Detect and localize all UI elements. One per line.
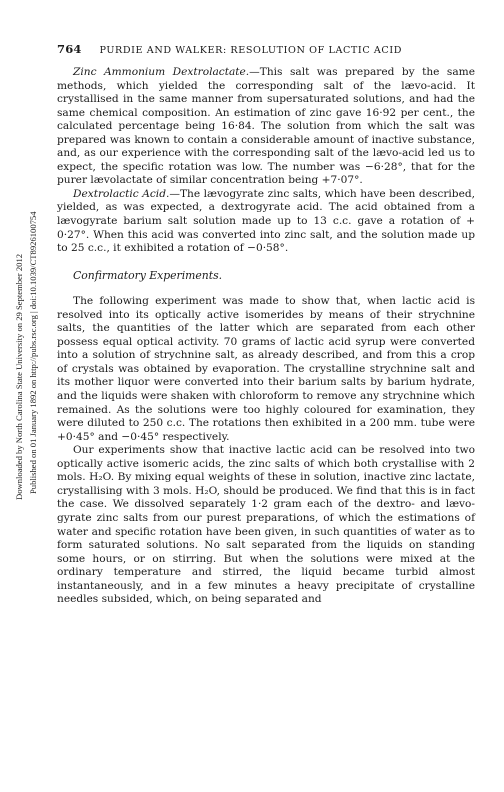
article-body	[57, 66, 475, 607]
running-title: PURDIE AND WALKER: RESOLUTION OF LACTIC ACID	[99, 45, 403, 56]
paragraph-conclusion: Our experiments show that inactive lactic acid can be resolved into two optically active isomeric acids, the zinc salts of which both crystallise with 2 mols. H₂O. By mixing equal weights of these in solution, inactive zinc lactate, crystallising with 3 mols. H₂O, should be produced. We find that this is in fact the case. We dissolved separately 1·2 gram each of the dextro- and lævo-gyrate zinc salts from our purest preparations, of which the estimations of water and specific rotation have been given, in such quantities of water as to form saturated solutions. No salt separated from the liquids on standing some hours, or on stirring. But when the solutions were mixed at the ordinary temperature and stirred, the liquid became turbid almost instantaneously, and in a few minutes a heavy precipitate of crystalline needles subsided, which, on being separated and	[57, 444, 475, 606]
page-number: 764	[57, 42, 82, 56]
paragraph-experiment: The following experiment was made to show that, when lactic acid is resolved into its optically active isomerides by means of their strychnine salts, the quantities of the latter which are separated from each other possess equal optical activity. 70 grams of lactic acid syrup were converted into a solution of strychnine salt, as already described, and from this a crop of crystals was obtained by evaporation. The crystalline strychnine salt and its mother liquor were converted into their barium salts by barium hydrate, and the liquids were shaken with chloroform to remove any strychnine which remained. As the solutions were too highly coloured for examination, they were diluted to 250 c.c. The rotations then exhibited in a 200 mm. tube were +0·45° and −0·45° respectively.	[57, 295, 475, 443]
page-header	[57, 42, 474, 56]
paragraph-dextrolactic-acid	[57, 188, 475, 256]
publication-notice: Published on 01 January 1892 on http://pubs.rsc.org | doi:10.1039/CT8926100754	[28, 211, 38, 494]
download-notice: Downloaded by North Carolina State University on 29 September 2012	[14, 253, 24, 500]
paragraph-text: —The lævogyrate zinc salts, which have been described, yielded, as was expected, a dextrogyrate acid. The acid obtained from a lævogyrate barium salt solution made up to 13 c.c. gave a rotation of + 0·27°. When this acid was converted into zinc salt, and the solution made up to 25 c.c., it exhibited a rotation of −0·58°.	[57, 187, 476, 255]
subsection-title: Dextrolactic Acid.	[73, 187, 170, 200]
subsection-title: Zinc Ammonium Dextrolactate.	[73, 66, 250, 78]
download-watermark	[4, 150, 44, 510]
paragraph-text: —This salt was prepared by the same methods, which yielded the corresponding salt of the lævo-acid. It crystallised in the same manner from supersaturated solutions, and had the same chemical composition. An estimation of zinc gave 16·92 per cent., the calculated percentage being 16·84. The solution from which the salt was prepared was known to contain a considerable amount of inactive substance, and, as our experience with the corresponding salt of the lævo-acid led us to expect, the specific rotation was low. The number was −6·28°, that for the purer lævolactate of similar concentration being +7·07°.	[57, 66, 475, 187]
section-heading: Confirmatory Experiments.	[73, 268, 223, 282]
paragraph-zinc-ammonium	[57, 66, 475, 188]
